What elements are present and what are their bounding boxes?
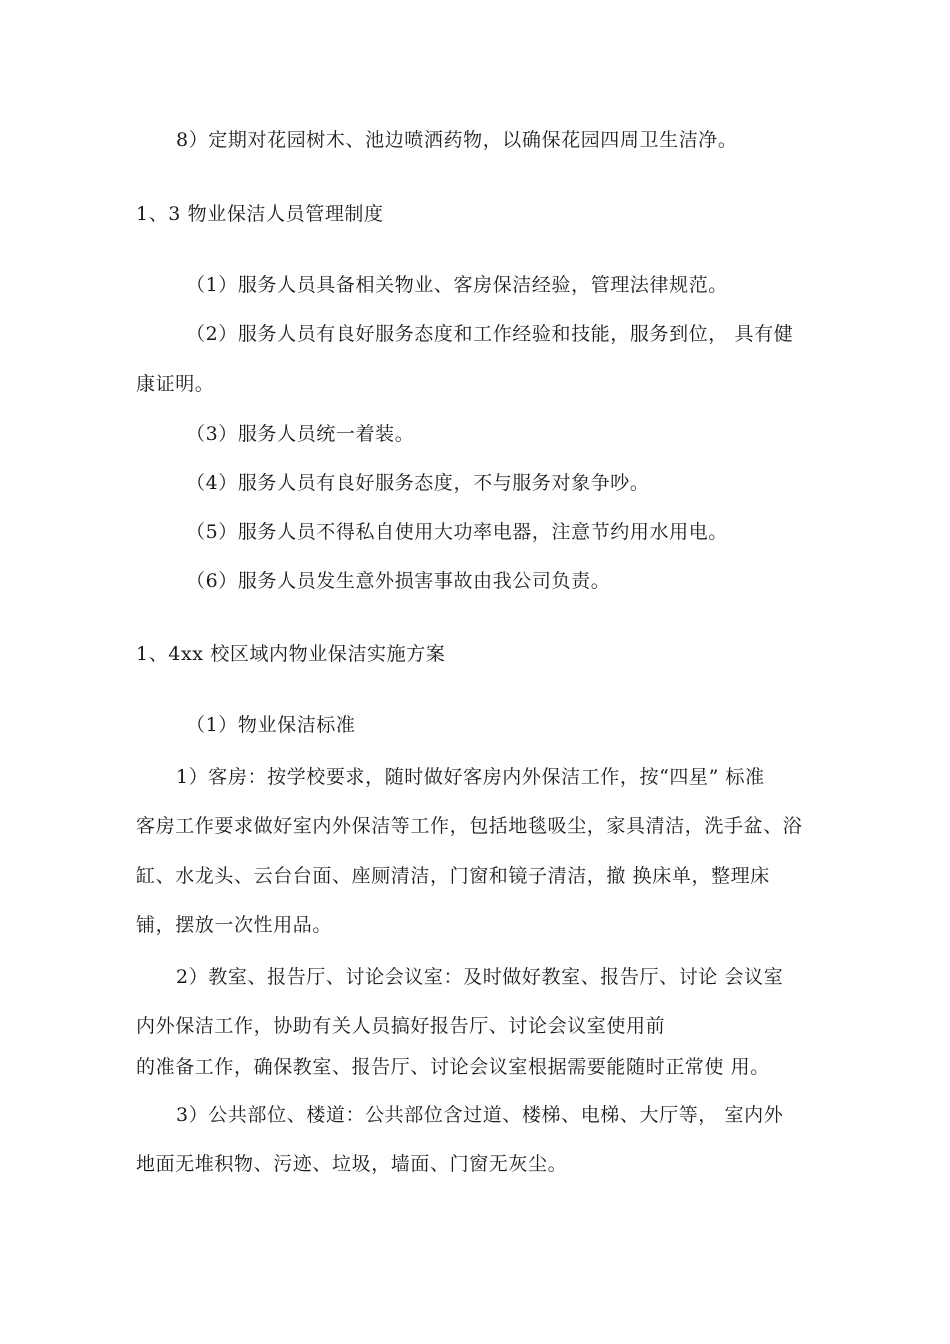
standard-item-1-line-4: 铺，摆放一次性用品。 xyxy=(136,914,333,936)
section-heading-1-4: 1、4xx 校区域内物业保洁实施方案 xyxy=(136,643,446,665)
standard-item-2-line-2: 内外保洁工作，协助有关人员搞好报告厅、讨论会议室使用前 xyxy=(136,1015,666,1037)
standard-item-1-line-3: 缸、水龙头、云台台面、座厕清洁，门窗和镜子清洁，撤 换床单，整理床 xyxy=(136,865,770,887)
standard-item-1: 1）客房：按学校要求，随时做好客房内外保洁工作，按“四星” 标准 xyxy=(176,766,765,788)
rule-item-4: （4）服务人员有良好服务态度，不与服务对象争吵。 xyxy=(186,472,650,494)
rule-item-3: （3）服务人员统一着装。 xyxy=(186,423,415,445)
standard-item-3: 3）公共部位、楼道：公共部位含过道、楼梯、电梯、大厅等， 室内外 xyxy=(176,1104,784,1126)
standard-item-3-line-2: 地面无堆积物、污迹、垃圾，墙面、门窗无灰尘。 xyxy=(136,1153,568,1175)
section-heading-1-3: 1、3 物业保洁人员管理制度 xyxy=(136,203,384,225)
subsection-heading-standards: （1）物业保洁标准 xyxy=(186,714,356,736)
standard-item-2-line-3: 的准备工作，确保教室、报告厅、讨论会议室根据需要能随时正常使 用。 xyxy=(136,1056,770,1078)
rule-item-2-continued: 康证明。 xyxy=(136,373,215,395)
rule-item-6: （6）服务人员发生意外损害事故由我公司负责。 xyxy=(186,570,611,592)
rule-item-1: （1）服务人员具备相关物业、客房保洁经验，管理法律规范。 xyxy=(186,274,728,296)
paragraph-item-8: 8）定期对花园树木、池边喷洒药物，以确保花园四周卫生洁净。 xyxy=(176,129,738,151)
standard-item-1-line-2: 客房工作要求做好室内外保洁等工作，包括地毯吸尘，家具清洁，洗手盆、浴 xyxy=(136,815,803,837)
rule-item-2: （2）服务人员有良好服务态度和工作经验和技能，服务到位， 具有健 xyxy=(186,323,794,345)
rule-item-5: （5）服务人员不得私自使用大功率电器，注意节约用水用电。 xyxy=(186,521,728,543)
standard-item-2: 2）教室、报告厅、讨论会议室：及时做好教室、报告厅、讨论 会议室 xyxy=(176,966,784,988)
